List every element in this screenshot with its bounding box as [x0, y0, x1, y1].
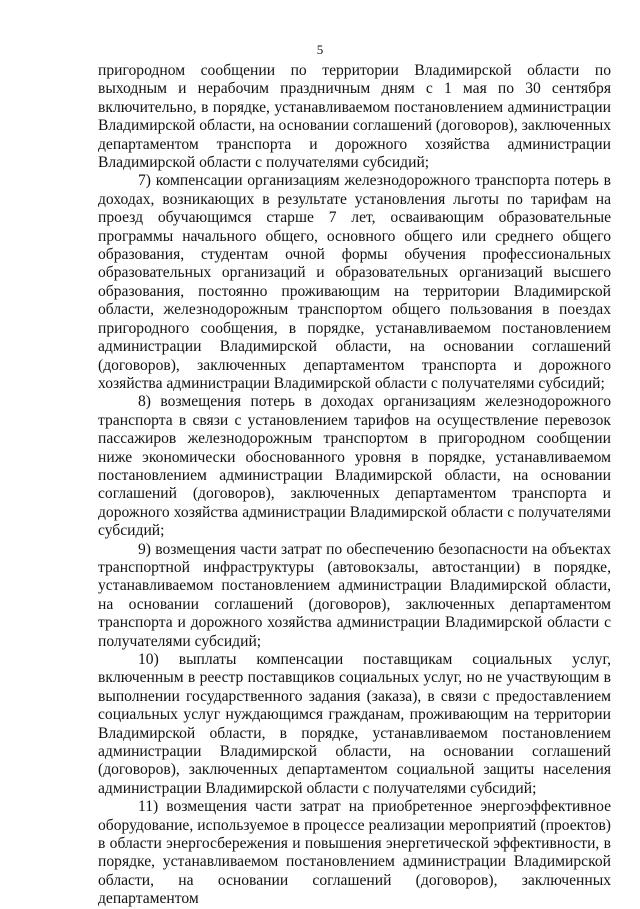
paragraph-item-7: 7) компенсации организациям железнодорожного транспорта потерь в доходах, возникающих в результате установления льготы по тарифам на проезд обучающимся старше 7 лет, осваивающим образовательные программы начального общего, основного общего или среднего общего образования, студентам очной формы обучения профессиональных образовательных организаций и образовательных организаций высшего образования, постоянно проживающим на территории Владимирской области, железнодорожным транспортом общего пользования в поездах пригородного сообщения, в порядке, устанавливаемом постановлением администрации Владимирской области, на основании соглашений (договоров), заключенных департаментом транспорта и дорожного хозяйства администрации Владимирской области с получателями субсидий;: [98, 172, 611, 392]
paragraph-item-8: 8) возмещения потерь в доходах организациям железнодорожного транспорта в связи с установлением тарифов на осуществление перевозок пассажиров железнодорожным транспортом в пригородном сообщении ниже экономически обоснованного уровня в порядке, устанавливаемом постановлением администрации Владимирской области, на основании соглашений (договоров), заключенных департаментом транспорта и дорожного хозяйства администрации Владимирской области с получателями субсидий;: [98, 393, 611, 540]
document-body: [98, 62, 611, 909]
paragraph-item-11: 11) возмещения части затрат на приобретенное энергоэффективное оборудование, используемое в процессе реализации мероприятий (проектов) в области энергосбережения и повышения энергетической эффективности, в порядке, устанавливаемом постановлением администрации Владимирской области, на основании соглашений (договоров), заключенных департаментом: [98, 798, 611, 908]
paragraph-item-10: 10) выплаты компенсации поставщикам социальных услуг, включенным в реестр поставщиков социальных услуг, но не участвующим в выполнении государственного задания (заказа), в связи с предоставлением социальных услуг нуждающимся гражданам, проживающим на территории Владимирской области, в порядке, устанавливаемом постановлением администрации Владимирской области, на основании соглашений (договоров), заключенных департаментом социальной защиты населения администрации Владимирской области с получателями субсидий;: [98, 651, 611, 797]
paragraph-item-9: 9) возмещения части затрат по обеспечению безопасности на объектах транспортной инфраструктуры (автовокзалы, автостанции) в порядке, устанавливаемом постановлением администрации Владимирской области, на основании соглашений (договоров), заключенных департаментом транспорта и дорожного хозяйства администрации Владимирской области с получателями субсидий;: [98, 540, 611, 650]
page-number: 5: [316, 42, 324, 57]
paragraph-continuation: пригородном сообщении по территории Владимирской области по выходным и нерабочим праздничным дням с 1 мая по 30 сентября включительно, в порядке, устанавливаемом постановлением администрации Владимирской области, на основании соглашений (договоров), заключенных департаментом транспорта и дорожного хозяйства администрации Владимирской области с получателями субсидий;: [98, 62, 611, 172]
